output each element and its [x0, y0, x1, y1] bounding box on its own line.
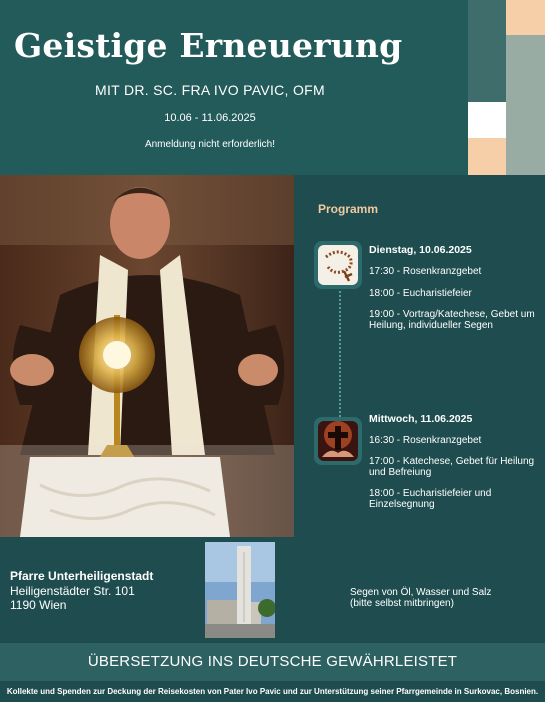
parish-info	[0, 537, 294, 643]
day1-item-1: 17:30 - Rosenkranzgebet	[369, 266, 482, 277]
cross-hands-icon	[314, 417, 362, 465]
day2-item-2: 17:00 - Katechese, Gebet für Heilung und Befreiung	[369, 456, 535, 478]
day2-item-1: 16:30 - Rosenkranzgebet	[369, 435, 482, 446]
day1-title: Dienstag, 10.06.2025	[369, 244, 472, 256]
registration-note: Anmeldung nicht erforderlich!	[144, 139, 276, 150]
parish-city: 1190 Wien	[10, 598, 67, 612]
parish-street: Heiligenstädter Str. 101	[10, 584, 135, 598]
day2-title: Mittwoch, 11.06.2025	[369, 413, 473, 425]
blessing-note	[350, 587, 491, 609]
program-panel	[294, 175, 545, 643]
program-heading: Programm	[318, 202, 379, 216]
church-photo	[205, 542, 275, 638]
rosary-icon	[314, 241, 362, 289]
speaker-subtitle: MIT DR. SC. FRA IVO PAVIC, OFM	[95, 82, 325, 98]
deco-block-peach-bottom	[468, 138, 506, 175]
translation-banner: ÜBERSETZUNG INS DEUTSCHE GEWÄHRLEISTET	[0, 643, 545, 681]
blessing-line-1: Segen von Öl, Wasser und Salz	[350, 587, 492, 598]
parish-name: Pfarre Unterheiligenstadt	[10, 569, 154, 583]
deco-block-peach-top	[506, 0, 545, 35]
day1-item-3: 19:00 - Vortrag/Katechese, Gebet um Heilung, individueller Segen	[369, 309, 535, 331]
blessing-line-2: (bitte selbst mitbringen)	[350, 598, 454, 609]
timeline-connector	[339, 280, 341, 420]
deco-block-white	[468, 102, 506, 138]
header-banner	[0, 0, 468, 175]
page-title: Geistige Erneuerung	[14, 26, 403, 65]
day1-item-2: 18:00 - Eucharistiefeier	[369, 288, 472, 299]
event-dates: 10.06 - 11.06.2025	[164, 112, 256, 124]
deco-block-teal	[468, 0, 506, 102]
day2-item-3: 18:00 - Eucharistiefeier und Einzelsegnung	[369, 488, 492, 510]
deco-block-sage	[506, 35, 545, 175]
donation-footer: Kollekte und Spenden zur Deckung der Reisekosten von Pater Ivo Pavic und zur Unterstützung seiner Pfarrgemeinde in Surkovac, Bosnien.	[0, 681, 545, 702]
priest-photo	[0, 175, 294, 537]
